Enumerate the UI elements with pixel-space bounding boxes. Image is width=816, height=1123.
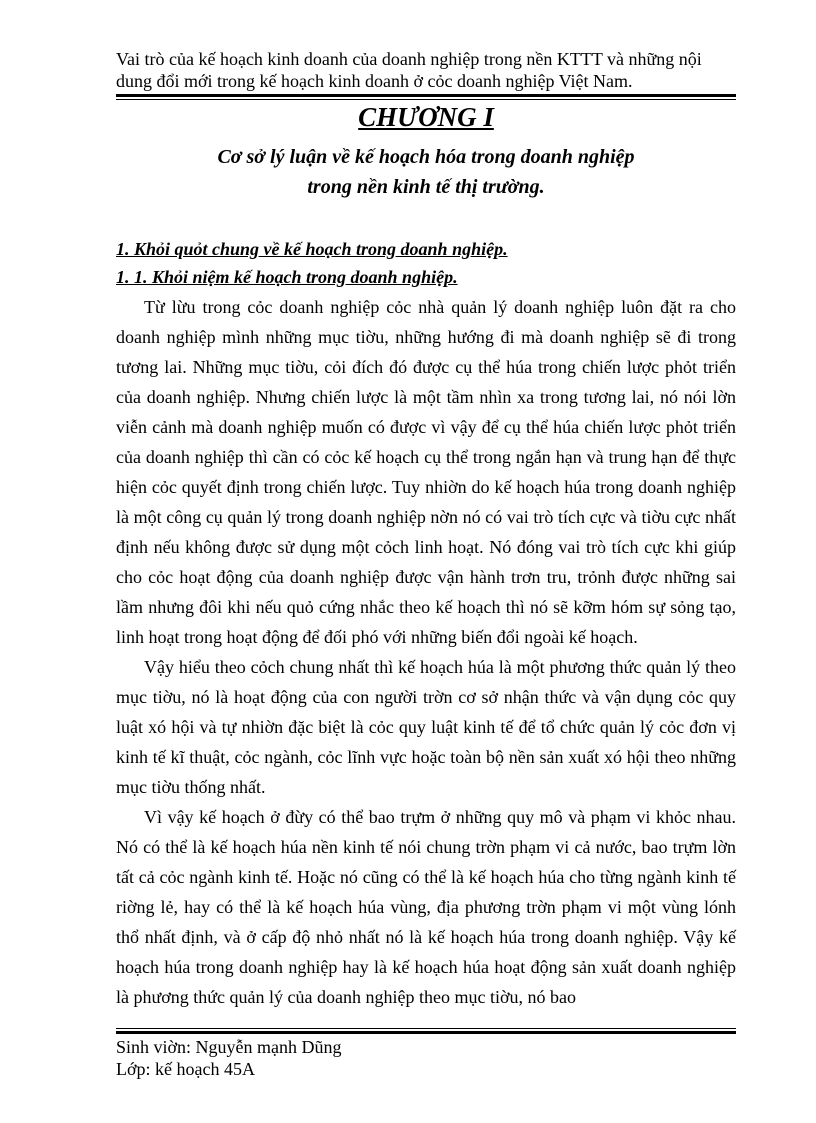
page-footer — [116, 1036, 736, 1080]
body-text — [116, 292, 736, 1012]
paragraph: Từ lừu trong cỏc doanh nghiệp cỏc nhà quản lý doanh nghiệp luôn đặt ra cho doanh nghiệp mình những mục tiờu, những hướng đi mà doanh nghiệp sẽ đi trong tương lai. Những mục tiờu, cỏi đích đó được cụ thể húa trong chiến lược phỏt triển của doanh nghiệp. Nhưng chiến lược là một tầm nhìn xa trong tương lai, nó nói lờn viễn cảnh mà doanh nghiệp muốn có được vì vậy để cụ thể húa chiến lược phỏt triển của doanh nghiệp thì cần có cỏc kế hoạch cụ thể trong ngắn hạn và trung hạn để thực hiện cỏc quyết định trong chiến lược. Tuy nhiờn do kế hoạch húa trong doanh nghiệp là một công cụ quản lý trong doanh nghiệp nờn nó có vai trò tích cực và tiờu cực nhất định nếu không được sử dụng một cỏch linh hoạt. Nó đóng vai trò tích cực khi giúp cho cỏc hoạt động của doanh nghiệp được vận hành trơn tru, trỏnh được những sai lầm nhưng đôi khi nếu quỏ cứng nhắc theo kế hoạch thì nó sẽ kỡm hóm sự sỏng tạo, linh hoạt trong hoạt động để đối phó với những biến đổi ngoài kế hoạch. — [116, 297, 736, 647]
footer-divider — [116, 1028, 736, 1034]
paragraph: Vậy hiểu theo cỏch chung nhất thì kế hoạch húa là một phương thức quản lý theo mục tiờu, nó là hoạt động của con người trờn cơ sở nhận thức và vận dụng cỏc quy luật xó hội và tự nhiờn đặc biệt là cỏc quy luật kinh tế để tổ chức quản lý cỏc đơn vị kinh tế kĩ thuật, cỏc ngành, cỏc lĩnh vực hoặc toàn bộ nền sản xuất xó hội theo những mục tiờu thống nhất. — [116, 657, 736, 797]
paragraph: Vì vậy kế hoạch ở đừy có thể bao trựm ở những quy mô và phạm vi khỏc nhau. Nó có thể là kế hoạch húa nền kinh tế nói chung trờn phạm vi cả nước, bao trựm lờn tất cả cỏc ngành kinh tế. Hoặc nó cũng có thể là kế hoạch húa cho từng ngành kinh tế riờng lẻ, hay có thể là kế hoạch húa vùng, địa phương trờn phạm vi một vùng lónh thổ nhất định, và ở cấp độ nhỏ nhất nó là kế hoạch húa trong doanh nghiệp. Vậy kế hoạch húa trong doanh nghiệp hay là kế hoạch húa hoạt động sản xuất doanh nghiệp là phương thức quản lý của doanh nghiệp theo mục tiờu, nó bao — [116, 807, 736, 1007]
header-line-2: dung đổi mới trong kế hoạch kinh doanh ở cỏc doanh nghiệp Việt Nam. — [116, 71, 633, 91]
header-line-1: Vai trò của kế hoạch kinh doanh của doanh nghiệp trong nền KTTT và những nội — [116, 49, 702, 69]
chapter-subtitle — [66, 142, 786, 202]
section-heading-1-1: 1. 1. Khỏi niệm kế hoạch trong doanh nghiệp. — [116, 267, 458, 287]
chapter-title: CHƯƠNG I — [358, 102, 494, 132]
subtitle-line-1: Cơ sở lý luận về kế hoạch hóa trong doanh nghiệp — [217, 146, 635, 168]
footer-student: Sinh viờn: Nguyễn mạnh Dũng — [116, 1037, 342, 1057]
footer-class: Lớp: kế hoạch 45A — [116, 1059, 255, 1079]
section-heading-1: 1. Khỏi quỏt chung về kế hoạch trong doanh nghiệp. — [116, 239, 508, 259]
subtitle-line-2: trong nền kinh tế thị trường. — [307, 176, 545, 198]
page-header — [116, 48, 736, 92]
